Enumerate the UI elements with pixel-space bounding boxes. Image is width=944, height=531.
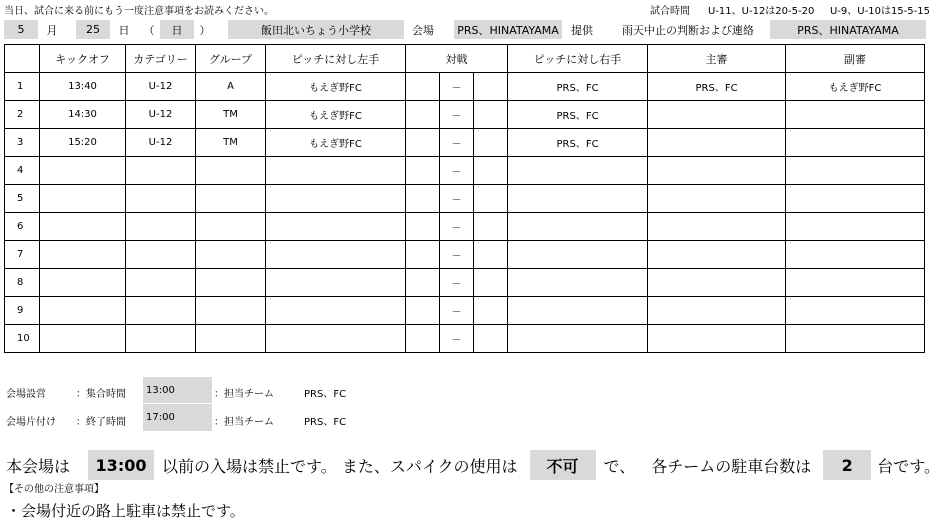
row-category: U-12: [126, 129, 196, 157]
row-score-left: [406, 129, 440, 157]
date-day: 25: [76, 20, 110, 39]
match-time-u11-u12: U-11、U-12は20-5-20: [708, 6, 815, 17]
cleanup-team-label: ：担当チーム: [214, 417, 274, 428]
row-no: 5: [5, 185, 40, 213]
cleanup-time-label: ：終了時間: [76, 417, 126, 428]
table-row: [5, 157, 925, 185]
row-right-team: PRS、FC: [508, 129, 648, 157]
setup-label: 会場設営: [6, 389, 46, 400]
rules-text-4: 各チームの駐車台数は: [651, 456, 812, 476]
row-no: 6: [5, 213, 40, 241]
header-match: 対戦: [406, 45, 508, 73]
row-score-right: [474, 213, 508, 241]
row-right-team: [508, 185, 648, 213]
table-row: [5, 185, 925, 213]
row-kickoff: [40, 157, 126, 185]
row-referee: [648, 129, 786, 157]
table-row: [5, 101, 925, 129]
row-right-team: PRS、FC: [508, 73, 648, 101]
row-right-team: [508, 157, 648, 185]
row-referee: [648, 101, 786, 129]
date-month-label: 月: [46, 23, 58, 37]
cleanup-team: PRS、FC: [304, 417, 347, 428]
date-paren-open: （: [143, 23, 155, 37]
row-category: [126, 213, 196, 241]
row-no: 4: [5, 157, 40, 185]
table-row: [5, 129, 925, 157]
rain-label: 雨天中止の判断および連絡: [622, 23, 754, 37]
row-kickoff: [40, 213, 126, 241]
row-left-team: [266, 269, 406, 297]
row-category: [126, 157, 196, 185]
row-referee: PRS、FC: [648, 73, 786, 101]
row-match-dash: －: [440, 241, 474, 269]
row-score-left: [406, 297, 440, 325]
header-left-team: ピッチに対し左手: [266, 45, 406, 73]
row-assistant: [786, 325, 925, 353]
row-score-left: [406, 325, 440, 353]
row-assistant: [786, 297, 925, 325]
row-score-right: [474, 101, 508, 129]
row-group: [196, 185, 266, 213]
row-category: [126, 325, 196, 353]
header-no: [5, 45, 40, 73]
rules-text-3: で、: [603, 456, 636, 476]
row-match-dash: －: [440, 129, 474, 157]
rain-contact: PRS、HINATAYAMA: [770, 20, 926, 39]
row-score-left: [406, 101, 440, 129]
row-score-right: [474, 325, 508, 353]
row-match-dash: －: [440, 213, 474, 241]
row-referee: [648, 213, 786, 241]
row-assistant: [786, 185, 925, 213]
date-day-label: 日: [118, 23, 130, 37]
date-paren-close: ）: [199, 23, 211, 37]
row-match-dash: －: [440, 73, 474, 101]
row-referee: [648, 157, 786, 185]
table-row: [5, 325, 925, 353]
row-group: [196, 297, 266, 325]
row-right-team: [508, 241, 648, 269]
row-assistant: [786, 101, 925, 129]
row-left-team: [266, 325, 406, 353]
row-assistant: [786, 213, 925, 241]
row-kickoff: [40, 185, 126, 213]
table-row: [5, 213, 925, 241]
setup-time-label: ：集合時間: [76, 389, 126, 400]
row-kickoff: 13:40: [40, 73, 126, 101]
row-match-dash: －: [440, 157, 474, 185]
row-group: [196, 157, 266, 185]
header-kickoff: キックオフ: [40, 45, 126, 73]
cleanup-time: 17:00: [143, 404, 212, 431]
row-score-right: [474, 297, 508, 325]
row-kickoff: [40, 325, 126, 353]
row-score-left: [406, 73, 440, 101]
row-match-dash: －: [440, 297, 474, 325]
rules-text-1: 本会場は: [6, 456, 71, 476]
row-kickoff: [40, 241, 126, 269]
row-no: 1: [5, 73, 40, 101]
header-referee: 主審: [648, 45, 786, 73]
row-score-left: [406, 157, 440, 185]
row-category: [126, 241, 196, 269]
rules-parking: 2: [823, 450, 871, 480]
date-month: 5: [4, 20, 38, 39]
row-score-left: [406, 185, 440, 213]
row-left-team: [266, 185, 406, 213]
table-row: [5, 297, 925, 325]
match-time-u9-u10: U-9、U-10は15-5-15: [830, 6, 930, 17]
row-kickoff: 15:20: [40, 129, 126, 157]
other-notes-item: ・会場付近の路上駐車は禁止です。: [6, 502, 245, 520]
row-category: U-12: [126, 101, 196, 129]
schedule-table: [4, 44, 925, 353]
row-no: 7: [5, 241, 40, 269]
top-notice: 当日、試合に来る前にもう一度注意事項をお読みください。: [4, 6, 274, 17]
row-referee: [648, 297, 786, 325]
table-row: [5, 269, 925, 297]
other-notes-title: 【その他の注意事項】: [4, 484, 104, 495]
row-no: 9: [5, 297, 40, 325]
row-score-left: [406, 269, 440, 297]
row-left-team: [266, 241, 406, 269]
row-score-right: [474, 129, 508, 157]
row-left-team: [266, 213, 406, 241]
row-right-team: [508, 269, 648, 297]
row-no: 8: [5, 269, 40, 297]
row-match-dash: －: [440, 269, 474, 297]
venue-label: 会場: [412, 23, 434, 37]
row-score-left: [406, 241, 440, 269]
row-left-team: もえぎ野FC: [266, 101, 406, 129]
row-left-team: もえぎ野FC: [266, 129, 406, 157]
venue-rules-line: [6, 450, 940, 480]
row-group: TM: [196, 129, 266, 157]
row-assistant: [786, 157, 925, 185]
row-group: TM: [196, 101, 266, 129]
venue-provider: PRS、HINATAYAMA: [454, 20, 562, 39]
match-time-label: 試合時間: [650, 6, 690, 17]
row-referee: [648, 269, 786, 297]
row-right-team: [508, 297, 648, 325]
row-left-team: [266, 157, 406, 185]
row-category: [126, 269, 196, 297]
row-category: [126, 297, 196, 325]
row-group: [196, 325, 266, 353]
row-referee: [648, 325, 786, 353]
row-category: [126, 185, 196, 213]
cleanup-label: 会場片付け: [6, 417, 56, 428]
row-kickoff: [40, 269, 126, 297]
row-score-right: [474, 157, 508, 185]
rules-spike: 不可: [530, 450, 596, 480]
row-score-right: [474, 269, 508, 297]
rules-entry-time: 13:00: [88, 450, 154, 480]
setup-team-label: ：担当チーム: [214, 389, 274, 400]
row-assistant: [786, 241, 925, 269]
table-row: [5, 73, 925, 101]
row-left-team: もえぎ野FC: [266, 73, 406, 101]
setup-time: 13:00: [143, 377, 212, 403]
setup-team: PRS、FC: [304, 389, 347, 400]
row-match-dash: －: [440, 185, 474, 213]
header-group: グループ: [196, 45, 266, 73]
row-right-team: [508, 325, 648, 353]
row-group: [196, 213, 266, 241]
row-referee: [648, 241, 786, 269]
table-header-row: [5, 45, 925, 73]
row-no: 10: [5, 325, 40, 353]
header-category: カテゴリー: [126, 45, 196, 73]
row-left-team: [266, 297, 406, 325]
row-score-right: [474, 241, 508, 269]
header-right-team: ピッチに対し右手: [508, 45, 648, 73]
row-no: 2: [5, 101, 40, 129]
row-kickoff: 14:30: [40, 101, 126, 129]
provider-label: 提供: [571, 23, 593, 37]
row-category: U-12: [126, 73, 196, 101]
row-score-right: [474, 185, 508, 213]
venue-name: 飯田北いちょう小学校: [228, 20, 404, 39]
row-score-right: [474, 73, 508, 101]
row-group: [196, 241, 266, 269]
row-kickoff: [40, 297, 126, 325]
row-no: 3: [5, 129, 40, 157]
row-right-team: [508, 213, 648, 241]
row-assistant: [786, 129, 925, 157]
row-group: [196, 269, 266, 297]
row-group: A: [196, 73, 266, 101]
rules-text-2: 以前の入場は禁止です。 また、スパイクの使用は: [162, 456, 518, 476]
row-match-dash: －: [440, 325, 474, 353]
row-referee: [648, 185, 786, 213]
row-assistant: [786, 269, 925, 297]
row-match-dash: －: [440, 101, 474, 129]
header-assistant: 副審: [786, 45, 925, 73]
row-right-team: PRS、FC: [508, 101, 648, 129]
row-assistant: もえぎ野FC: [786, 73, 925, 101]
rules-text-5: 台です。: [877, 456, 940, 476]
date-weekday: 日: [160, 20, 194, 39]
table-row: [5, 241, 925, 269]
row-score-left: [406, 213, 440, 241]
